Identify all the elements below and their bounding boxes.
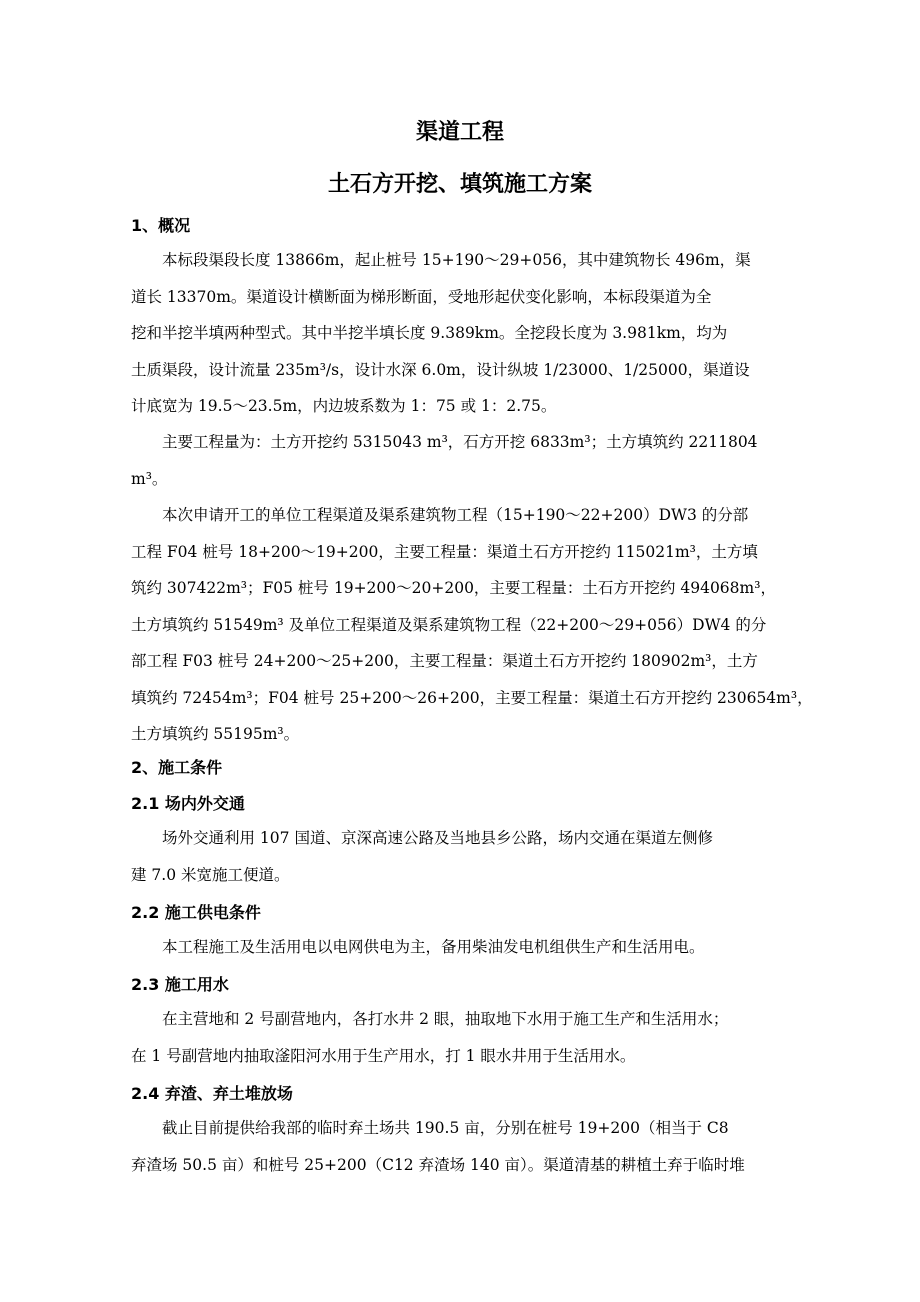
text-line: 本工程施工及生活用电以电网供电为主，备用柴油发电机组供生产和生活用电。 xyxy=(162,938,705,956)
text-line: 填筑约 72454m³；F04 桩号 25+200～26+200，主要工程量：渠道土石方开挖约 230654m³， xyxy=(131,688,813,707)
text-line: 在主营地和 2 号副营地内，各打水井 2 眼，抽取地下水用于施工生产和生活用水； xyxy=(162,1010,729,1028)
subsection-heading-water: 2.3 施工用水 xyxy=(131,975,229,994)
document-subtitle: 土石方开挖、填筑施工方案 xyxy=(327,172,592,197)
text-line: 截止目前提供给我部的临时弃土场共 190.5 亩，分别在桩号 19+200（相当于 C8 xyxy=(162,1119,729,1137)
text-line: 部工程 F03 桩号 24+200～25+200，主要工程量：渠道土石方开挖约 180902m³，土方 xyxy=(131,652,758,670)
subsection-heading-power: 2.2 施工供电条件 xyxy=(131,903,261,922)
text-line: 土方填筑约 55195m³。 xyxy=(131,725,300,743)
paragraph-traffic xyxy=(131,820,811,893)
paragraph-application xyxy=(131,497,811,753)
text-line: 场外交通利用 107 国道、京深高速公路及当地县乡公路，场内交通在渠道左侧修 xyxy=(162,829,713,847)
text-line: 本标段渠段长度 13866m，起止桩号 15+190～29+056，其中建筑物长 496m，渠 xyxy=(162,251,751,269)
text-line: 弃渣场 50.5 亩）和桩号 25+200（C12 弃渣场 140 亩）。渠道清基的耕植土弃于临时堆 xyxy=(131,1155,745,1174)
section-heading-overview: 1、概况 xyxy=(131,216,191,235)
text-line: 挖和半挖半填两种型式。其中半挖半填长度 9.389km。全挖段长度为 3.981km，均为 xyxy=(131,324,728,342)
subsection-heading-traffic: 2.1 场内外交通 xyxy=(131,794,245,813)
text-line: 本次申请开工的单位工程渠道及渠系建筑物工程（15+190～22+200）DW3 的分部 xyxy=(162,506,749,524)
text-line: 土方填筑约 51549m³ 及单位工程渠道及渠系建筑物工程（22+200～29+056）DW4 的分 xyxy=(131,615,767,634)
text-line: 土质渠段，设计流量 235m³/s，设计水深 6.0m，设计纵坡 1/23000、1/25000，渠道设 xyxy=(131,360,750,379)
text-line: 建 7.0 米宽施工便道。 xyxy=(131,865,290,884)
text-line: 主要工程量为：土方开挖约 5315043 m³，石方开挖 6833m³；土方填筑约 2211804 xyxy=(162,433,758,451)
subsection-heading-spoil: 2.4 弃渣、弃土堆放场 xyxy=(131,1084,293,1103)
paragraph-water xyxy=(131,1001,811,1074)
text-line: m³。 xyxy=(131,469,168,488)
document-title: 渠道工程 xyxy=(415,120,504,145)
paragraph-spoil xyxy=(131,1110,811,1183)
paragraph-power xyxy=(131,929,811,966)
paragraph-quantities xyxy=(131,424,811,497)
section-heading-conditions: 2、施工条件 xyxy=(131,758,223,777)
text-line: 在 1 号副营地内抽取滏阳河水用于生产用水，打 1 眼水井用于生活用水。 xyxy=(131,1046,636,1065)
text-line: 筑约 307422m³；F05 桩号 19+200～20+200，主要工程量：土石方开挖约 494068m³， xyxy=(131,579,776,597)
text-line: 计底宽为 19.5～23.5m，内边坡系数为 1：75 或 1：2.75。 xyxy=(131,397,557,415)
text-line: 工程 F04 桩号 18+200～19+200，主要工程量：渠道土石方开挖约 115021m³，土方填 xyxy=(131,542,758,561)
text-line: 道长 13370m。渠道设计横断面为梯形断面，受地形起伏变化影响，本标段渠道为全 xyxy=(131,287,712,306)
paragraph-overview xyxy=(131,242,811,425)
